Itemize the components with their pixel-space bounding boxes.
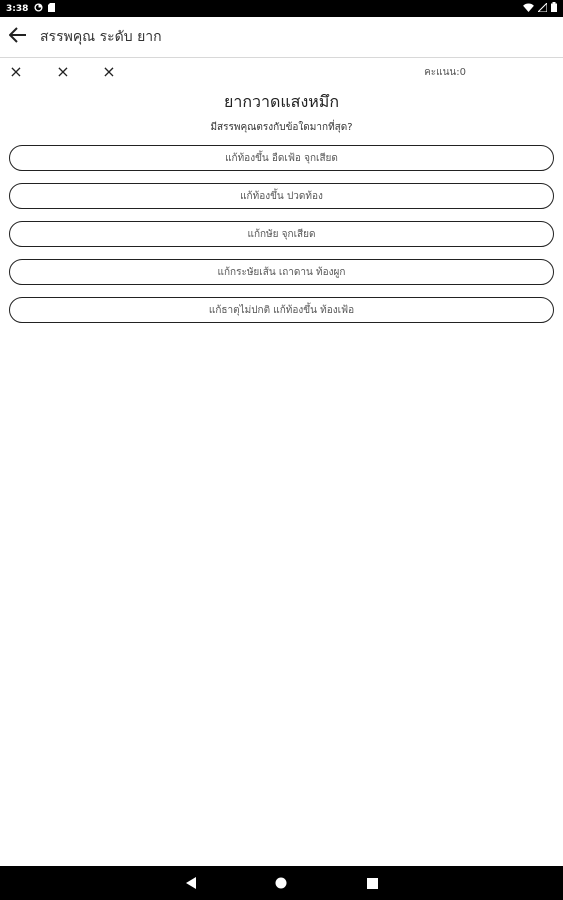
back-button[interactable] [4,23,32,51]
status-time: 3:38 [6,3,29,14]
sd-card-icon [48,3,55,15]
status-bar [0,0,563,17]
score-row [0,60,563,84]
notification-icon [34,3,43,15]
arrow-left-icon [9,27,27,47]
miss-mark: × [102,61,116,81]
score-label: คะแนน:0 [424,67,466,78]
question-prompt: มีสรรพคุณตรงกับข้อใดมากที่สุด? [210,122,353,133]
miss-mark: × [56,61,70,81]
page-title: สรรพคุณ ระดับ ยาก [40,29,162,45]
status-right-icons [523,0,557,17]
answer-option-4[interactable]: แก้กระษัยเส้น เถาดาน ท้องผูก [9,259,554,285]
answer-option-5[interactable]: แก้ธาตุไม่ปกติ แก้ท้องขึ้น ท้องเฟ้อ [9,297,554,323]
recents-square-icon [367,874,378,893]
app-bar [0,17,563,58]
signal-icon [538,3,547,15]
wifi-icon [523,3,534,15]
answer-list [9,145,554,335]
nav-back-button[interactable] [183,875,199,891]
answer-option-1[interactable]: แก้ท้องขึ้น อืดเฟ้อ จุกเสียด [9,145,554,171]
battery-icon [551,2,557,15]
home-circle-icon [275,874,287,893]
status-left-icons [34,3,55,15]
answer-option-3[interactable]: แก้กษัย จุกเสียด [9,221,554,247]
nav-home-button[interactable] [273,875,289,891]
miss-mark: × [9,61,23,81]
back-triangle-icon [185,874,197,893]
question-title: ยากวาดแสงหมึก [223,92,340,111]
nav-recents-button[interactable] [364,875,380,891]
navigation-bar [0,866,563,900]
answer-option-2[interactable]: แก้ท้องขึ้น ปวดท้อง [9,183,554,209]
